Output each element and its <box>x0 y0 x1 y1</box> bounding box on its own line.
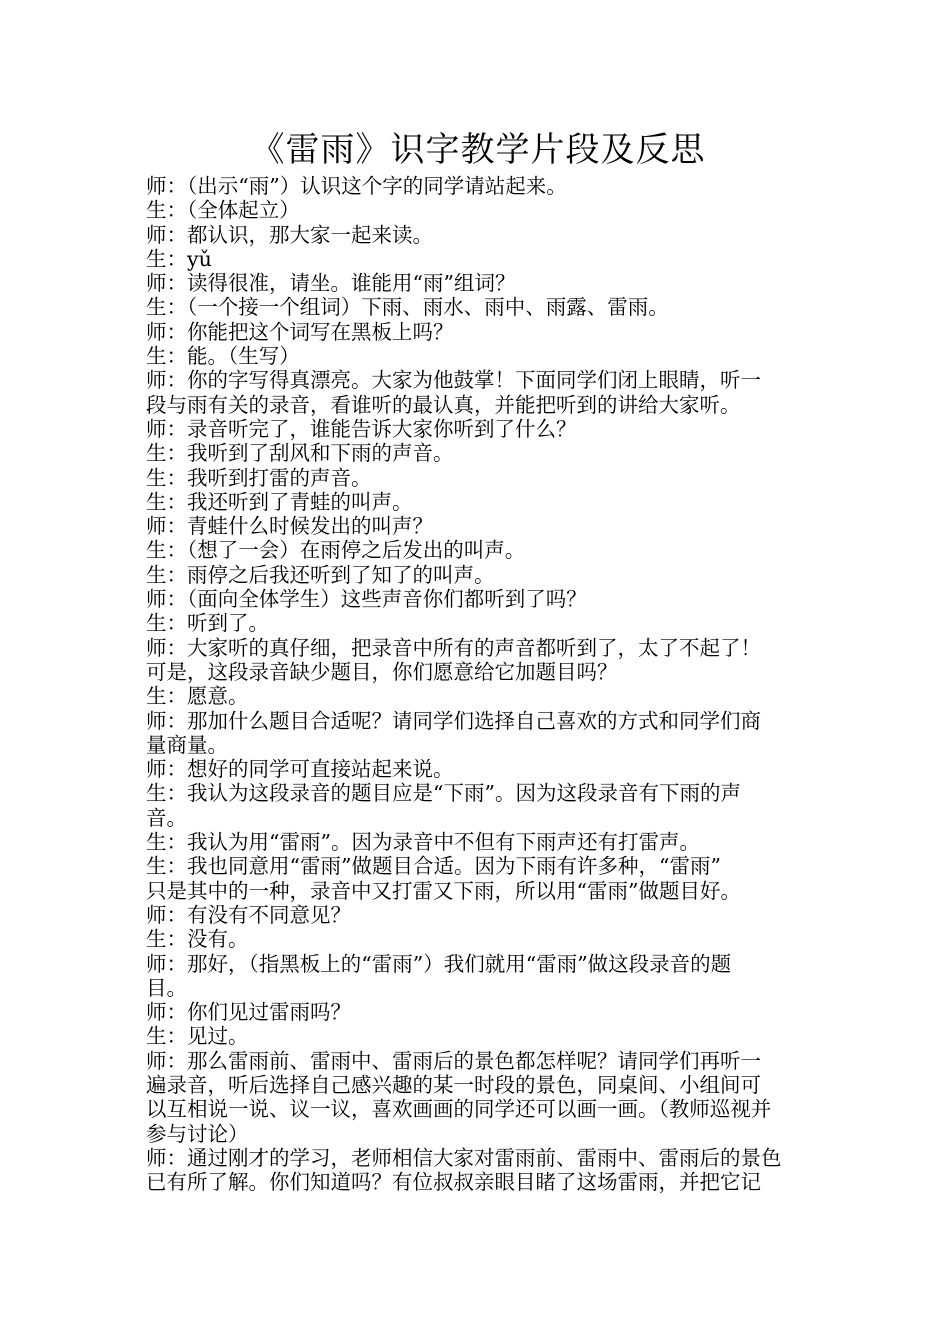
text-line: 生：yǔ <box>146 246 212 271</box>
text-line: 师：想好的同学可直接站起来说。 <box>146 757 454 782</box>
text-line: 师：青蛙什么时候发出的叫声？ <box>146 514 433 539</box>
text-line: 生：我认为这段录音的题目应是“下雨”。因为这段录音有下雨的声 <box>146 781 741 806</box>
document-body <box>146 174 810 1194</box>
text-line: 生：（想了一会）在雨停之后发出的叫声。 <box>146 538 526 563</box>
text-line: 生：（一个接一个组词）下雨、雨水、雨中、雨露、雷雨。 <box>146 295 669 320</box>
text-line: 师：那加什么题目合适呢？请同学们选择自己喜欢的方式和同学们商 <box>146 708 761 733</box>
document-page <box>146 126 810 1194</box>
text-line: 量商量。 <box>146 732 228 757</box>
text-line: 师：都认识，那大家一起来读。 <box>146 222 433 247</box>
text-line: 师：读得很准，请坐。谁能用“雨”组词？ <box>146 271 516 296</box>
text-line: 以互相说一说、议一议，喜欢画画的同学还可以画一画。（教师巡视并 <box>146 1097 772 1122</box>
text-line: 生：我也同意用“雷雨”做题目合适。因为下雨有许多种，“雷雨” <box>146 854 721 879</box>
text-line: 生：愿意。 <box>146 684 249 709</box>
text-line: 师：那好，（指黑板上的“雷雨”）我们就用“雷雨”做这段录音的题 <box>146 951 732 976</box>
text-line: 师：你的字写得真漂亮。大家为他鼓掌！下面同学们闭上眼睛，听一 <box>146 368 761 393</box>
text-line: 师：那么雷雨前、雷雨中、雷雨后的景色都怎样呢？请同学们再听一 <box>146 1048 761 1073</box>
text-line: 生：雨停之后我还听到了知了的叫声。 <box>146 562 495 587</box>
document-title: 《雷雨》识字教学片段及反思 <box>250 130 706 170</box>
text-line: 生：听到了。 <box>146 611 269 636</box>
text-line: 目。 <box>146 975 187 1000</box>
text-line: 参与讨论） <box>146 1121 249 1146</box>
text-line: 只是其中的一种，录音中又打雷又下雨，所以用“雷雨”做题目好。 <box>146 878 741 903</box>
text-line: 生：（全体起立） <box>146 198 300 223</box>
text-line: 生：我听到打雷的声音。 <box>146 465 372 490</box>
text-line: 师：你们见过雷雨吗？ <box>146 1000 351 1025</box>
text-line: 师：（出示“雨”）认识这个字的同学请站起来。 <box>146 174 567 198</box>
text-line: 生：我认为用“雷雨”。因为录音中不但有下雨声还有打雷声。 <box>146 830 700 855</box>
text-line: 生：能。（生写） <box>146 344 300 369</box>
text-line: 生：见过。 <box>146 1024 249 1049</box>
text-line: 生：没有。 <box>146 927 249 952</box>
text-line: 师：你能把这个词写在黑板上吗？ <box>146 319 454 344</box>
text-line: 师：有没有不同意见？ <box>146 902 351 927</box>
text-line: 已有所了解。你们知道吗？有位叔叔亲眼目睹了这场雷雨，并把它记 <box>146 1170 761 1195</box>
text-line: 师：录音听完了，谁能告诉大家你听到了什么？ <box>146 416 577 441</box>
text-line: 遍录音，听后选择自己感兴趣的某一时段的景色，同桌间、小组间可 <box>146 1072 761 1097</box>
text-line: 可是，这段录音缺少题目，你们愿意给它加题目吗？ <box>146 659 618 684</box>
text-line: 生：我听到了刮风和下雨的声音。 <box>146 441 454 466</box>
text-line: 师：（面向全体学生）这些声音你们都听到了吗？ <box>146 587 587 612</box>
text-line: 段与雨有关的录音，看谁听的最认真，并能把听到的讲给大家听。 <box>146 392 741 417</box>
text-line: 生：我还听到了青蛙的叫声。 <box>146 489 413 514</box>
text-line: 师：大家听的真仔细，把录音中所有的声音都听到了，太了不起了！ <box>146 635 761 660</box>
text-line: 师：通过刚才的学习，老师相信大家对雷雨前、雷雨中、雷雨后的景色 <box>146 1145 782 1170</box>
text-line: 音。 <box>146 805 187 830</box>
